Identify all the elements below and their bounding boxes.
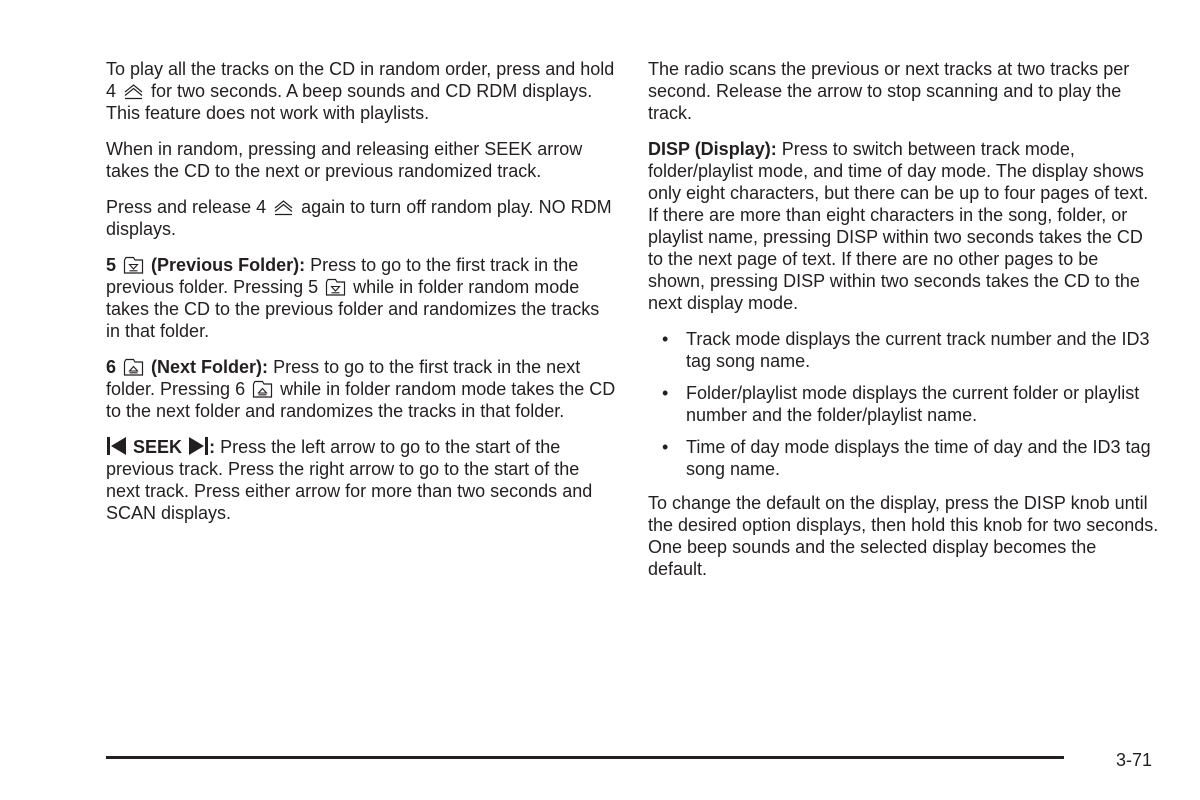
next-folder-icon bbox=[252, 380, 273, 398]
seek-back-icon bbox=[106, 436, 128, 456]
footer-rule bbox=[106, 756, 1064, 759]
random-off-text-b: again to turn off random play. NO RDM displays. bbox=[106, 197, 612, 239]
disp-text: Press to switch between track mode, folder/playlist mode, and time of day mode. The display shows only eight characters, but there can be up to four pages of text. If there are more than eight characters in the song, folder, or playlist name, pressing DISP within two seconds takes the CD to the next page of text. If there are no other pages to be shown, pressing DISP within two seconds takes the CD to the next display mode. bbox=[648, 139, 1149, 313]
previous-folder-icon bbox=[123, 256, 144, 274]
previous-folder-text-b: while in folder random mode takes the CD to the previous folder and randomizes the tracks in that folder. bbox=[106, 277, 600, 341]
scan-paragraph: The radio scans the previous or next tracks at two tracks per second. Release the arrow to stop scanning and to play the track. bbox=[648, 59, 1130, 123]
next-folder-paragraph bbox=[106, 356, 618, 422]
previous-folder-paragraph bbox=[106, 254, 618, 342]
disp-paragraph bbox=[648, 138, 1160, 314]
next-folder-icon bbox=[123, 358, 144, 376]
list-item: • Time of day mode displays the time of day and the ID3 tag song name. bbox=[648, 436, 1160, 480]
seek-colon: : bbox=[209, 437, 216, 457]
random-icon bbox=[273, 198, 294, 216]
previous-folder-label: (Previous Folder): bbox=[151, 255, 306, 275]
random-play-paragraph bbox=[106, 58, 618, 124]
default-display-paragraph: To change the default on the display, press the DISP knob until the desired option displays, then hold this knob for two seconds. One beep sounds and the selected display becomes the default. bbox=[648, 493, 1159, 579]
left-column bbox=[106, 58, 618, 538]
seek-label: SEEK bbox=[133, 437, 183, 457]
previous-folder-text-a: Press to go to the first track in the previous folder. Pressing 5 bbox=[106, 255, 579, 297]
list-item: • Folder/playlist mode displays the current folder or playlist number and the folder/playlist name. bbox=[648, 382, 1160, 426]
next-folder-number: 6 bbox=[106, 357, 117, 377]
seek-forward-icon bbox=[187, 436, 209, 456]
previous-folder-icon bbox=[325, 278, 346, 296]
random-play-text-b: for two seconds. A beep sounds and CD RDM displays. This feature does not work with playlists. bbox=[106, 81, 593, 123]
list-item: • Track mode displays the current track number and the ID3 tag song name. bbox=[648, 328, 1160, 372]
next-folder-text-a: Press to go to the first track in the next folder. Pressing 6 bbox=[106, 357, 581, 399]
previous-folder-number: 5 bbox=[106, 255, 117, 275]
display-mode-list bbox=[648, 328, 1160, 480]
page-number: 3-71 bbox=[1116, 750, 1153, 770]
right-column bbox=[648, 58, 1160, 594]
random-play-text-a: To play all the tracks on the CD in random order, press and hold 4 bbox=[106, 59, 615, 101]
random-seek-paragraph: When in random, pressing and releasing either SEEK arrow takes the CD to the next or previous randomized track. bbox=[106, 139, 583, 181]
next-folder-label: (Next Folder): bbox=[151, 357, 269, 377]
random-icon bbox=[123, 82, 144, 100]
random-off-text-a: Press and release 4 bbox=[106, 197, 267, 217]
random-off-paragraph bbox=[106, 196, 618, 240]
next-folder-text-b: while in folder random mode takes the CD to the next folder and randomizes the tracks in that folder. bbox=[106, 379, 616, 421]
seek-text: Press the left arrow to go to the start of the previous track. Press the right arrow to go to the start of the next track. Press either arrow for more than two seconds and SCAN displays. bbox=[106, 437, 593, 523]
disp-label: DISP (Display): bbox=[648, 139, 777, 159]
seek-paragraph bbox=[106, 436, 618, 524]
